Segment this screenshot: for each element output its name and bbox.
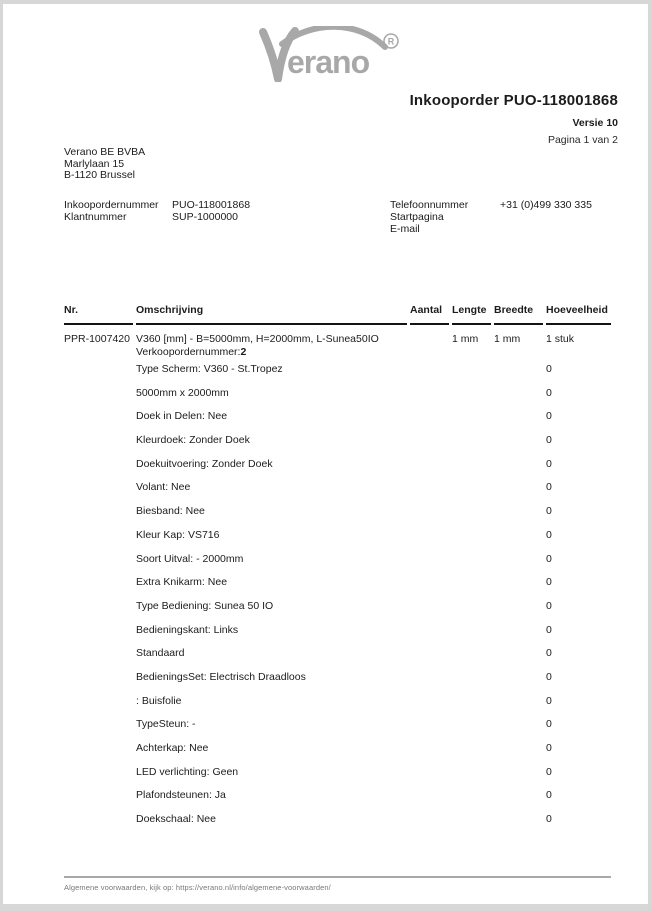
cell-amount: 0 (546, 647, 552, 660)
table-row (64, 548, 611, 572)
cell-amount: 0 (546, 813, 552, 826)
cell-amount: 0 (546, 410, 552, 423)
cell-amount: 0 (546, 528, 552, 541)
cell-description: Kleurdoek: Zonder Doek (136, 434, 250, 447)
cell-nr (64, 690, 133, 714)
cell-description: Volant: Nee (136, 481, 191, 494)
cell-nr: PPR-1007420 (64, 333, 130, 345)
address-line: B-1120 Brussel (64, 169, 136, 181)
cell-nr (64, 524, 133, 548)
table-header-row (64, 300, 611, 325)
cell-length (452, 476, 491, 500)
cell-description: Doekuitvoering: Zonder Doek (136, 457, 273, 470)
cell-quantity (410, 619, 449, 643)
cell-nr (64, 761, 133, 785)
info-label: Telefoonnummer (390, 199, 469, 211)
cell-width (494, 808, 543, 832)
cell-amount: 0 (546, 481, 552, 494)
cell-width (494, 429, 543, 453)
description-line-1: V360 [mm] - B=5000mm, H=2000mm, L-Sunea50IO (136, 333, 379, 345)
order-info (64, 199, 618, 235)
info-row-phone (390, 199, 592, 211)
table-row (64, 500, 611, 524)
cell-length (452, 524, 491, 548)
cell-width (494, 784, 543, 808)
header-amount: Hoeveelheid (546, 300, 611, 325)
info-label: Startpagina (390, 211, 444, 223)
cell-width (494, 476, 543, 500)
cell-length (452, 666, 491, 690)
cell-quantity (410, 325, 449, 358)
cell-length (452, 619, 491, 643)
terms-text: Algemene voorwaarden, kijk op: https://verano.nl/info/algemene-voorwaarden/ (64, 883, 331, 892)
info-value: PUO-118001868 (172, 199, 251, 211)
footer-divider (64, 876, 611, 878)
table-row (64, 690, 611, 714)
cell-amount: 0 (546, 670, 552, 683)
cell-description: Biesband: Nee (136, 505, 205, 518)
cell-length (452, 713, 491, 737)
cell-width (494, 737, 543, 761)
cell-nr (64, 784, 133, 808)
page-footer (64, 876, 611, 892)
table-row-main (64, 325, 611, 358)
cell-length (452, 571, 491, 595)
table-row (64, 619, 611, 643)
cell-nr (64, 642, 133, 666)
table-row (64, 453, 611, 477)
cell-quantity (410, 642, 449, 666)
cell-quantity (410, 808, 449, 832)
cell-amount: 0 (546, 363, 552, 375)
cell-length (452, 761, 491, 785)
cell-amount: 0 (546, 765, 552, 778)
cell-quantity (410, 737, 449, 761)
cell-description: TypeSteun: - (136, 718, 196, 731)
table-row (64, 358, 611, 382)
order-items-table (64, 300, 611, 832)
cell-description: Doekschaal: Nee (136, 813, 216, 826)
cell-quantity (410, 524, 449, 548)
info-row-homepage (390, 211, 592, 223)
cell-width (494, 595, 543, 619)
cell-description: BedieningsSet: Electrisch Draadloos (136, 670, 306, 683)
header-length: Lengte (452, 300, 491, 325)
description-line-2 (136, 346, 407, 359)
info-value: SUP-1000000 (172, 211, 238, 223)
cell-length (452, 453, 491, 477)
cell-amount: 0 (546, 789, 552, 802)
table-row (64, 784, 611, 808)
cell-length (452, 737, 491, 761)
cell-width (494, 548, 543, 572)
cell-quantity (410, 453, 449, 477)
header-width: Breedte (494, 300, 543, 325)
cell-quantity (410, 382, 449, 406)
table-row (64, 642, 611, 666)
cell-width (494, 571, 543, 595)
cell-description: Doek in Delen: Nee (136, 410, 228, 423)
header-nr: Nr. (64, 300, 133, 325)
cell-width (494, 690, 543, 714)
address-line: Marlylaan 15 (64, 157, 125, 170)
table-row (64, 666, 611, 690)
cell-description: Soort Uitval: - 2000mm (136, 552, 244, 565)
cell-length (452, 642, 491, 666)
table-row (64, 808, 611, 832)
title-block (410, 92, 618, 146)
cell-description: Type Bediening: Sunea 50 IO (136, 599, 274, 612)
cell-nr (64, 595, 133, 619)
cell-quantity (410, 429, 449, 453)
cell-length (452, 500, 491, 524)
cell-width (494, 619, 543, 643)
cell-amount: 0 (546, 552, 552, 565)
cell-length (452, 429, 491, 453)
cell-nr (64, 453, 133, 477)
sales-order-label: Verkoopordernummer: (136, 345, 241, 358)
cell-width: 1 mm (494, 333, 521, 345)
cell-width (494, 358, 543, 382)
cell-amount: 0 (546, 718, 552, 731)
cell-quantity (410, 761, 449, 785)
cell-description: Plafondsteunen: Ja (136, 789, 226, 802)
table-row (64, 429, 611, 453)
logo-container (0, 26, 652, 82)
cell-nr (64, 666, 133, 690)
cell-amount: 0 (546, 742, 552, 754)
cell-nr (64, 548, 133, 572)
sales-order-value: 2 (240, 345, 247, 358)
cell-nr (64, 405, 133, 429)
cell-length (452, 382, 491, 406)
cell-description: : Buisfolie (136, 694, 182, 707)
cell-length (452, 358, 491, 382)
cell-description: Standaard (136, 647, 185, 660)
cell-amount: 0 (546, 599, 552, 612)
header-quantity: Aantal (410, 300, 449, 325)
cell-width (494, 524, 543, 548)
cell-description: Bedieningskant: Links (136, 623, 239, 636)
cell-width (494, 666, 543, 690)
info-value: +31 (0)499 330 335 (500, 199, 592, 211)
cell-quantity (410, 405, 449, 429)
cell-quantity (410, 548, 449, 572)
cell-length (452, 548, 491, 572)
cell-description: Extra Knikarm: Nee (136, 576, 228, 589)
cell-width (494, 500, 543, 524)
document-version: Versie 10 (572, 117, 618, 129)
cell-description: Type Scherm: V360 - St.Tropez (136, 363, 283, 375)
order-info-right (390, 199, 592, 235)
table-row (64, 405, 611, 429)
cell-description (136, 325, 407, 358)
cell-nr (64, 358, 133, 382)
address-line: Verano BE BVBA (64, 146, 146, 158)
cell-amount: 0 (546, 694, 552, 707)
cell-width (494, 761, 543, 785)
spec-rows (64, 358, 611, 832)
cell-quantity (410, 595, 449, 619)
verano-logo (250, 26, 402, 82)
cell-amount: 0 (546, 457, 552, 470)
table-row (64, 571, 611, 595)
cell-nr (64, 808, 133, 832)
logo-wordmark: erano (287, 44, 370, 80)
page-indicator: Pagina 1 van 2 (547, 134, 618, 146)
cell-nr (64, 737, 133, 761)
cell-length (452, 808, 491, 832)
cell-quantity (410, 713, 449, 737)
registered-mark-icon: R (387, 36, 395, 47)
table-row (64, 761, 611, 785)
cell-quantity (410, 571, 449, 595)
cell-nr (64, 429, 133, 453)
cell-length (452, 405, 491, 429)
cell-width (494, 405, 543, 429)
supplier-address (64, 147, 145, 182)
cell-nr (64, 571, 133, 595)
table-row (64, 524, 611, 548)
cell-amount: 1 stuk (546, 333, 575, 345)
cell-nr (64, 500, 133, 524)
table-row (64, 595, 611, 619)
cell-quantity (410, 690, 449, 714)
cell-width (494, 642, 543, 666)
table-row (64, 713, 611, 737)
cell-length (452, 595, 491, 619)
cell-nr (64, 476, 133, 500)
cell-amount: 0 (546, 505, 552, 518)
cell-amount: 0 (546, 434, 552, 447)
cell-amount: 0 (546, 576, 552, 589)
cell-description: Kleur Kap: VS716 (136, 528, 220, 541)
cell-description: LED verlichting: Geen (136, 765, 239, 778)
cell-nr (64, 713, 133, 737)
cell-quantity (410, 784, 449, 808)
table-row (64, 476, 611, 500)
cell-width (494, 453, 543, 477)
cell-width (494, 713, 543, 737)
cell-nr (64, 382, 133, 406)
cell-length (452, 690, 491, 714)
info-label: E-mail (390, 223, 420, 235)
cell-length (452, 784, 491, 808)
cell-description: Achterkap: Nee (136, 742, 209, 754)
cell-quantity (410, 666, 449, 690)
cell-width (494, 382, 543, 406)
cell-nr (64, 619, 133, 643)
cell-quantity (410, 500, 449, 524)
cell-quantity (410, 476, 449, 500)
header-description: Omschrijving (136, 300, 407, 325)
table-row (64, 382, 611, 406)
cell-quantity (410, 358, 449, 382)
table-row (64, 737, 611, 761)
page-title: Inkooporder PUO-118001868 (409, 92, 618, 109)
info-label: Inkoopordernummer (64, 199, 159, 211)
cell-amount: 0 (546, 386, 552, 399)
cell-description: 5000mm x 2000mm (136, 386, 229, 399)
info-row-email (390, 223, 592, 235)
cell-amount: 0 (546, 623, 552, 636)
cell-length: 1 mm (452, 333, 479, 345)
info-label: Klantnummer (64, 211, 127, 223)
